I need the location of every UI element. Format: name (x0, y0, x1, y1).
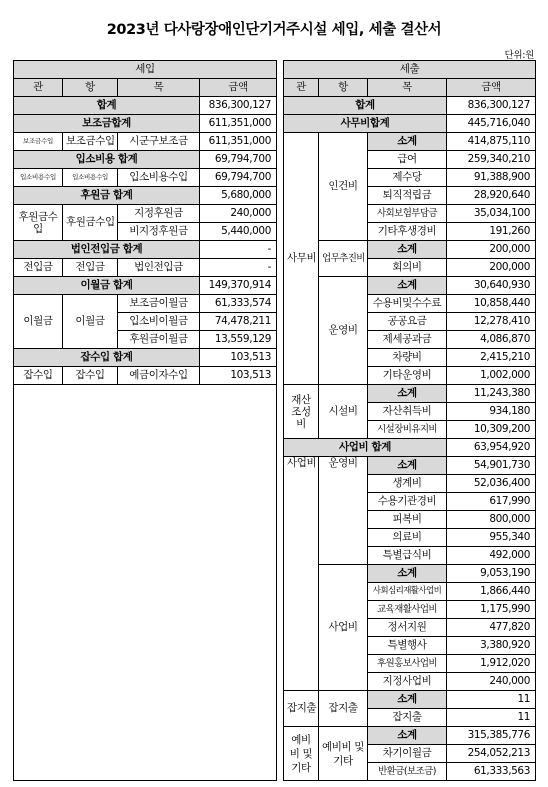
operating-hang: 운영비 (319, 277, 368, 385)
operating-amount: 12,278,410 (447, 313, 536, 331)
revenue-col-mok: 목 (118, 79, 200, 97)
corp-hang: 전입금 (63, 259, 118, 277)
reserve-amount: 315,385,776 (447, 727, 536, 745)
subsidy-gwan: 보조금수입 (14, 133, 63, 151)
operating-mok: 수용비및수수료 (368, 295, 447, 313)
personnel-amount: 191,260 (447, 223, 536, 241)
operating-amount: 2,415,210 (447, 349, 536, 367)
personnel-mok: 소계 (368, 133, 447, 151)
project-op-mok: 수용기관경비 (368, 493, 447, 511)
corp-mok: 법인전입금 (118, 259, 200, 277)
reserve-mok: 차기이월금 (368, 745, 447, 763)
project-op-amount: 52,036,400 (447, 475, 536, 493)
table-row (14, 187, 536, 205)
misc-exp-amount: 11 (447, 691, 536, 709)
personnel-amount: 35,034,100 (447, 205, 536, 223)
table-row (14, 277, 536, 295)
program-mok: 후원홍보사업비 (368, 655, 447, 673)
carry-mok: 입소비이월금 (118, 313, 200, 331)
business-amount: 200,000 (447, 259, 536, 277)
program-amount: 240,000 (447, 673, 536, 691)
personnel-mok: 기타후생경비 (368, 223, 447, 241)
donation-total: 5,680,000 (200, 187, 277, 205)
fee-hang: 입소비용수입 (63, 169, 118, 187)
section-header-row (14, 61, 536, 79)
program-mok: 지정사업비 (368, 673, 447, 691)
expense-col-amount: 금액 (447, 79, 536, 97)
business-mok: 소계 (368, 241, 447, 259)
project-op-amount: 617,990 (447, 493, 536, 511)
expense-col-mok: 목 (368, 79, 447, 97)
carry-total: 149,370,914 (200, 277, 277, 295)
carry-hang: 이월금 (63, 295, 118, 349)
reserve-mok: 소계 (368, 727, 447, 745)
revenue-col-amount: 금액 (200, 79, 277, 97)
program-mok: 교육재활사업비 (368, 601, 447, 619)
carry-mok: 보조금이월금 (118, 295, 200, 313)
table-row (14, 385, 536, 403)
carry-mok: 후원금이월금 (118, 331, 200, 349)
donation-total-label: 후원금 합계 (14, 187, 200, 205)
subsidy-hang: 보조금수입 (63, 133, 118, 151)
project-op-mok: 생계비 (368, 475, 447, 493)
table-row (14, 367, 536, 385)
fee-total: 69,794,700 (200, 151, 277, 169)
business-hang: 업무추진비 (319, 241, 368, 277)
expense-col-hang: 항 (319, 79, 368, 97)
office-total-label: 사무비합계 (284, 115, 447, 133)
revenue-total-label: 합계 (14, 97, 200, 115)
project-gwan: 사업비 (284, 457, 319, 691)
carry-amount: 13,559,129 (200, 331, 277, 349)
business-mok: 회의비 (368, 259, 447, 277)
operating-amount: 4,086,870 (447, 331, 536, 349)
table-row (14, 169, 536, 187)
operating-mok: 제세공과금 (368, 331, 447, 349)
project-total: 63,954,920 (447, 439, 536, 457)
operating-amount: 1,002,000 (447, 367, 536, 385)
operating-amount: 10,858,440 (447, 295, 536, 313)
subsidy-total: 611,351,000 (200, 115, 277, 133)
personnel-mok: 사회보험부담금 (368, 205, 447, 223)
donation-amount: 240,000 (200, 205, 277, 223)
page-title: 2023년 다사랑장애인단기거주시설 세입, 세출 결산서 (106, 22, 442, 38)
table-row (14, 115, 536, 133)
reserve-mok: 반환금(보조금) (368, 763, 447, 781)
donation-gwan: 후원금수입 (14, 205, 63, 241)
table-row (14, 205, 536, 223)
personnel-mok: 퇴직적립금 (368, 187, 447, 205)
project-op-mok: 소계 (368, 457, 447, 475)
facility-mok: 소계 (368, 385, 447, 403)
corp-total-label: 법인전입금 합계 (14, 241, 200, 259)
facility-mok: 자산취득비 (368, 403, 447, 421)
fee-gwan: 입소비용수입 (14, 169, 63, 187)
reserve-hang: 예비비 및 기타 (319, 727, 368, 781)
program-mok: 정서지원 (368, 619, 447, 637)
project-op-hang: 운영비 (319, 457, 368, 565)
project-op-amount: 54,901,730 (447, 457, 536, 475)
revenue-col-hang: 항 (63, 79, 118, 97)
donation-mok: 비지정후원금 (118, 223, 200, 241)
project-op-amount: 800,000 (447, 511, 536, 529)
expense-total-label: 합계 (284, 97, 447, 115)
carry-gwan: 이월금 (14, 295, 63, 349)
donation-mok: 지정후원금 (118, 205, 200, 223)
reserve-amount: 254,052,213 (447, 745, 536, 763)
facility-amount: 11,243,380 (447, 385, 536, 403)
expense-col-gwan: 관 (284, 79, 319, 97)
operating-mok: 소계 (368, 277, 447, 295)
misc-amount: 103,513 (200, 367, 277, 385)
table-row (14, 97, 536, 115)
program-amount: 1,175,990 (447, 601, 536, 619)
revenue-header: 세입 (14, 61, 277, 79)
personnel-mok: 급여 (368, 151, 447, 169)
misc-total: 103,513 (200, 349, 277, 367)
facility-hang: 시설비 (319, 385, 368, 439)
table-row (14, 241, 536, 259)
carry-amount: 74,478,211 (200, 313, 277, 331)
program-amount: 3,380,920 (447, 637, 536, 655)
column-header-row (14, 79, 536, 97)
table-row (14, 151, 536, 169)
misc-exp-mok: 잡지출 (368, 709, 447, 727)
misc-gwan: 잡수입 (14, 367, 63, 385)
personnel-amount: 91,388,900 (447, 169, 536, 187)
property-gwan: 재산조성비 (284, 385, 319, 439)
personnel-hang: 인건비 (319, 133, 368, 241)
project-op-mok: 피복비 (368, 511, 447, 529)
revenue-total: 836,300,127 (200, 97, 277, 115)
operating-mok: 기타운영비 (368, 367, 447, 385)
corp-total: - (200, 241, 277, 259)
personnel-amount: 259,340,210 (447, 151, 536, 169)
program-amount: 1,866,440 (447, 583, 536, 601)
misc-hang: 잡수입 (63, 367, 118, 385)
carry-amount: 61,333,574 (200, 295, 277, 313)
facility-mok: 시설장비유지비 (368, 421, 447, 439)
expense-header: 세출 (284, 61, 536, 79)
program-mok: 특별행사 (368, 637, 447, 655)
donation-amount: 5,440,000 (200, 223, 277, 241)
corp-amount: - (200, 259, 277, 277)
project-op-amount: 955,340 (447, 529, 536, 547)
expense-total: 836,300,127 (447, 97, 536, 115)
fee-mok: 입소비용수입 (118, 169, 200, 187)
office-total: 445,716,040 (447, 115, 536, 133)
subsidy-amount: 611,351,000 (200, 133, 277, 151)
operating-mok: 차량비 (368, 349, 447, 367)
corp-gwan: 전입금 (14, 259, 63, 277)
unit-label: 단위:원 (504, 50, 534, 61)
program-amount: 477,820 (447, 619, 536, 637)
project-op-mok: 의료비 (368, 529, 447, 547)
project-op-mok: 특별급식비 (368, 547, 447, 565)
facility-amount: 934,180 (447, 403, 536, 421)
settlement-table (13, 60, 536, 781)
program-amount: 9,053,190 (447, 565, 536, 583)
program-mok: 사회심리재활사업비 (368, 583, 447, 601)
misc-exp-mok: 소계 (368, 691, 447, 709)
misc-mok: 예금이자수입 (118, 367, 200, 385)
misc-exp-hang: 잡지출 (319, 691, 368, 727)
table-row (14, 295, 536, 313)
business-amount: 200,000 (447, 241, 536, 259)
subsidy-total-label: 보조금합계 (14, 115, 200, 133)
personnel-mok: 제수당 (368, 169, 447, 187)
facility-amount: 10,309,200 (447, 421, 536, 439)
program-hang: 사업비 (319, 565, 368, 691)
reserve-amount: 61,333,563 (447, 763, 536, 781)
subsidy-mok: 시군구보조금 (118, 133, 200, 151)
program-amount: 1,912,020 (447, 655, 536, 673)
donation-hang: 후원금수입 (63, 205, 118, 241)
fee-total-label: 입소비용 합계 (14, 151, 200, 169)
table-row (14, 259, 536, 277)
operating-amount: 30,640,930 (447, 277, 536, 295)
personnel-amount: 414,875,110 (447, 133, 536, 151)
revenue-col-gwan: 관 (14, 79, 63, 97)
office-gwan: 사무비 (284, 133, 319, 385)
personnel-amount: 28,920,640 (447, 187, 536, 205)
operating-mok: 공공요금 (368, 313, 447, 331)
misc-exp-amount: 11 (447, 709, 536, 727)
fee-amount: 69,794,700 (200, 169, 277, 187)
reserve-gwan: 예비비 및 기타 (284, 727, 319, 781)
table-row (14, 133, 536, 151)
table-row (14, 349, 536, 367)
project-total-label: 사업비 합계 (284, 439, 447, 457)
misc-total-label: 잡수입 합계 (14, 349, 200, 367)
project-op-amount: 492,000 (447, 547, 536, 565)
carry-total-label: 이월금 합계 (14, 277, 200, 295)
revenue-empty-area (14, 385, 277, 781)
program-mok: 소계 (368, 565, 447, 583)
misc-exp-gwan: 잡지출 (284, 691, 319, 727)
